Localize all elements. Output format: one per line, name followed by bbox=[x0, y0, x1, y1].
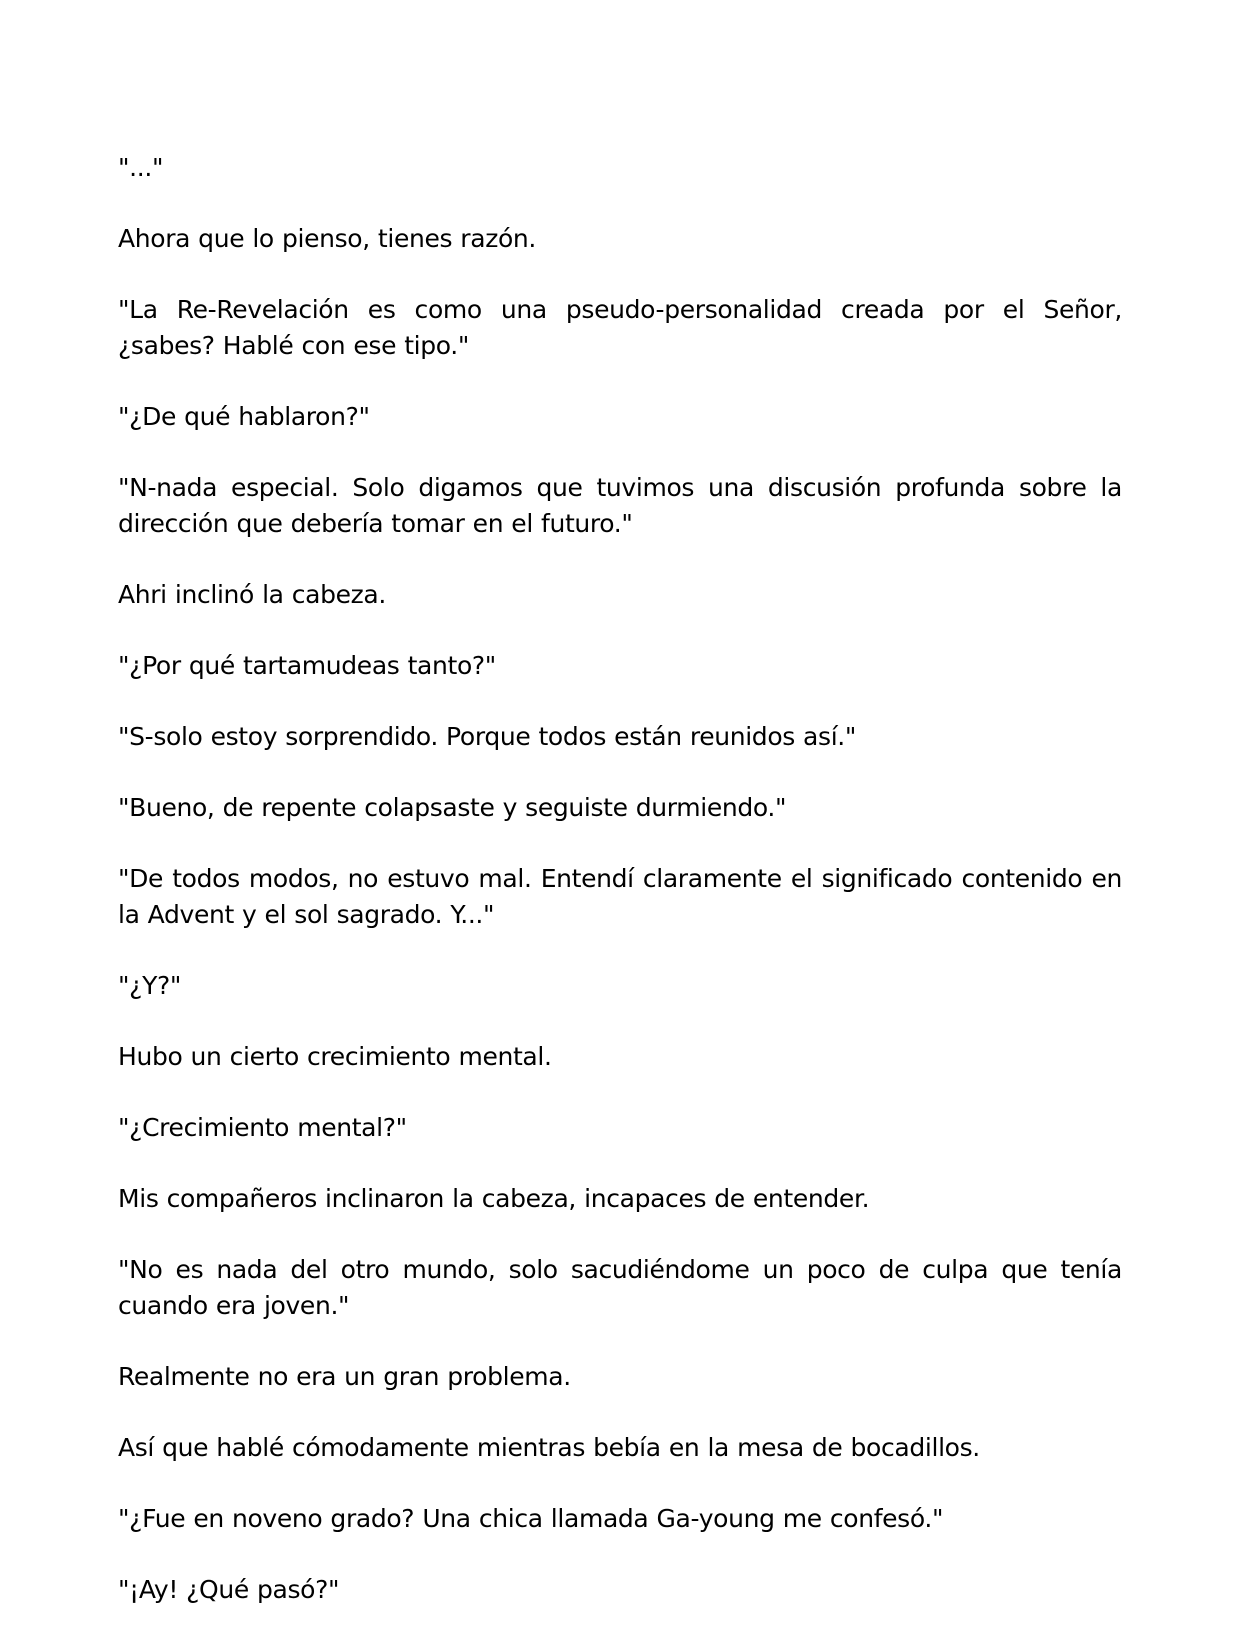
document-body bbox=[118, 150, 1122, 1643]
paragraph: Mis compañeros inclinaron la cabeza, incapaces de entender. bbox=[118, 1184, 870, 1213]
paragraph: "La Re-Revelación es como una pseudo-personalidad creada por el Señor, ¿sabes? Hablé con ese tipo." bbox=[118, 295, 1122, 360]
paragraph: Así que hablé cómodamente mientras bebía en la mesa de bocadillos. bbox=[118, 1433, 980, 1462]
paragraph: "¿Por qué tartamudeas tanto?" bbox=[118, 651, 496, 680]
paragraph: "¿Crecimiento mental?" bbox=[118, 1113, 407, 1142]
paragraph: "Bueno, de repente colapsaste y seguiste durmiendo." bbox=[118, 793, 787, 822]
paragraph: "N-nada especial. Solo digamos que tuvimos una discusión profunda sobre la dirección que debería tomar en el futuro." bbox=[118, 473, 1122, 538]
paragraph: "¡Ay! ¿Qué pasó?" bbox=[118, 1575, 340, 1604]
paragraph: "¿Y?" bbox=[118, 971, 182, 1000]
paragraph: Ahora que lo pienso, tienes razón. bbox=[118, 224, 537, 253]
paragraph: "¿Fue en noveno grado? Una chica llamada Ga-young me confesó." bbox=[118, 1504, 944, 1533]
paragraph: Realmente no era un gran problema. bbox=[118, 1362, 571, 1391]
paragraph: Hubo un cierto crecimiento mental. bbox=[118, 1042, 552, 1071]
paragraph: "S-solo estoy sorprendido. Porque todos están reunidos así." bbox=[118, 722, 857, 751]
paragraph: "¿De qué hablaron?" bbox=[118, 402, 370, 431]
paragraph: "No es nada del otro mundo, solo sacudiéndome un poco de culpa que tenía cuando era joven." bbox=[118, 1255, 1122, 1320]
paragraph: Ahri inclinó la cabeza. bbox=[118, 580, 386, 609]
paragraph: "..." bbox=[118, 153, 164, 182]
paragraph: "De todos modos, no estuvo mal. Entendí claramente el significado contenido en la Advent y el sol sagrado. Y..." bbox=[118, 864, 1122, 929]
